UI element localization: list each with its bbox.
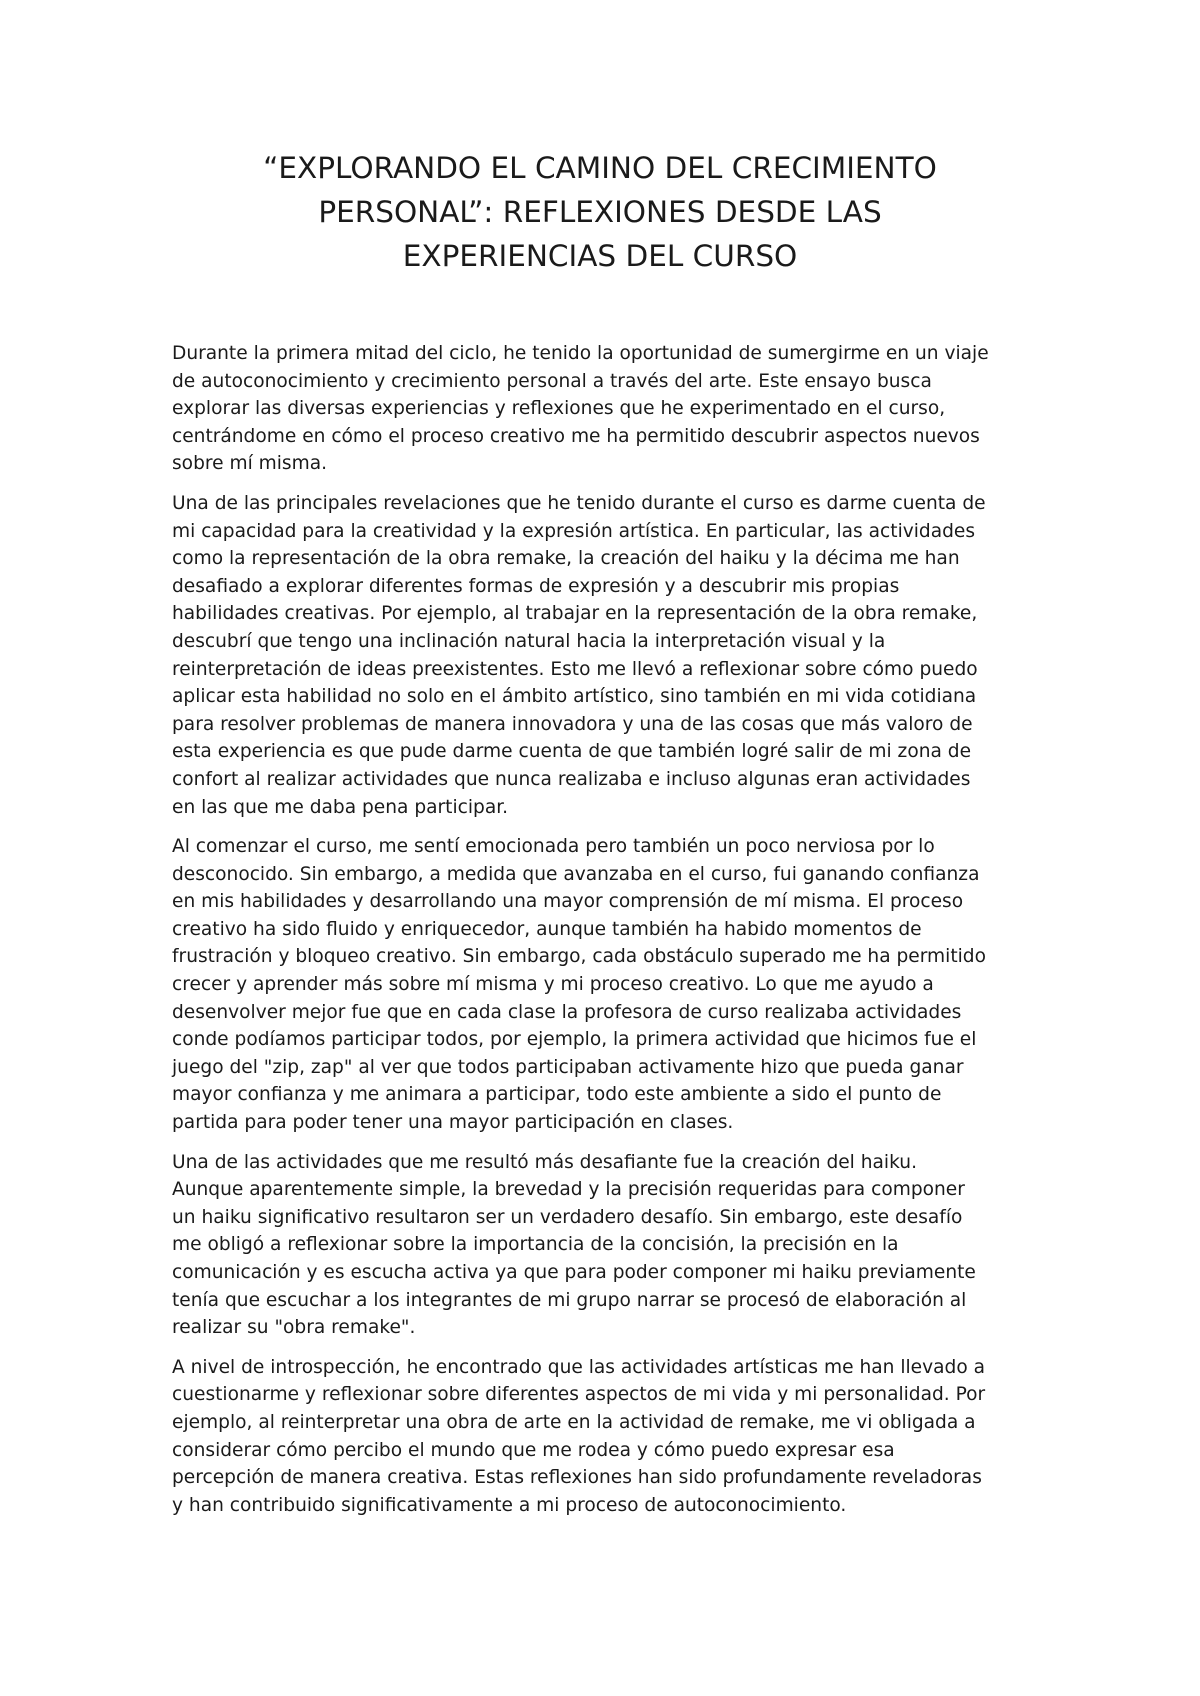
text-line: desconocido. Sin embargo, a medida que avanzaba en el curso, fui ganando confianza bbox=[172, 863, 980, 885]
text-line: como la representación de la obra remake, la creación del haiku y la décima me han bbox=[172, 548, 960, 570]
text-line: aplicar esta habilidad no solo en el ámbito artístico, sino también en mi vida cotidiana bbox=[172, 686, 977, 708]
text-line: en mis habilidades y desarrollando una mayor comprensión de mí misma. El proceso bbox=[172, 891, 964, 913]
title-line: “EXPLORANDO EL CAMINO DEL CRECIMIENTO bbox=[263, 151, 937, 185]
text-line: Durante la primera mitad del ciclo, he tenido la oportunidad de sumergirme en un viaje bbox=[172, 343, 989, 364]
text-line: Una de las principales revelaciones que he tenido durante el curso es darme cuenta de bbox=[172, 492, 986, 514]
text-line: desenvolver mejor fue que en cada clase la profesora de curso realizaba actividades bbox=[172, 1001, 962, 1023]
text-line: percepción de manera creativa. Estas reflexiones han sido profundamente reveladoras bbox=[172, 1467, 982, 1489]
text-line: comunicación y es escucha activa ya que para poder componer mi haiku previamente bbox=[172, 1262, 976, 1283]
text-line: frustración y bloqueo creativo. Sin embargo, cada obstáculo superado me ha permitido bbox=[172, 946, 986, 968]
text-line: explorar las diversas experiencias y reflexiones que he experimentado en el curso, bbox=[172, 398, 946, 420]
text-line: mayor confianza y me animara a participar, todo este ambiente a sido el punto de bbox=[172, 1084, 942, 1106]
text-line: tenía que escuchar a los integrantes de mi grupo narrar se procesó de elaboración al bbox=[172, 1289, 967, 1311]
text-line: desafiado a explorar diferentes formas de expresión y a descubrir mis propias bbox=[172, 575, 900, 597]
text-line: sobre mí misma. bbox=[172, 453, 328, 475]
paragraph-2 bbox=[172, 490, 1042, 821]
text-line: me obligó a reflexionar sobre la importancia de la concisión, la precisión en la bbox=[172, 1234, 899, 1256]
paragraph-1 bbox=[172, 340, 1042, 478]
text-line: descubrí que tengo una inclinación natural hacia la interpretación visual y la bbox=[172, 630, 886, 652]
text-line: habilidades creativas. Por ejemplo, al trabajar en la representación de la obra remake, bbox=[172, 603, 978, 625]
text-line: Al comenzar el curso, me sentí emocionada pero también un poco nerviosa por lo bbox=[172, 836, 935, 858]
text-line: de autoconocimiento y crecimiento personal a través del arte. Este ensayo busca bbox=[172, 370, 932, 392]
text-line: Aunque aparentemente simple, la brevedad y la precisión requeridas para componer bbox=[172, 1179, 965, 1201]
text-line: confort al realizar actividades que nunca realizaba e incluso algunas eran actividades bbox=[172, 768, 971, 790]
text-line: crecer y aprender más sobre mí misma y mi proceso creativo. Lo que me ayudo a bbox=[172, 974, 934, 996]
text-line: y han contribuido significativamente a mi proceso de autoconocimiento. bbox=[172, 1494, 847, 1516]
text-line: cuestionarme y reflexionar sobre diferentes aspectos de mi vida y mi personalidad. Por bbox=[172, 1384, 986, 1406]
title-line: PERSONAL”: REFLEXIONES DESDE LAS bbox=[318, 195, 882, 229]
document-body bbox=[172, 340, 1042, 1531]
paragraph-5 bbox=[172, 1354, 1042, 1520]
title-line: EXPERIENCIAS DEL CURSO bbox=[402, 239, 798, 273]
text-line: un haiku significativo resultaron ser un verdadero desafío. Sin embargo, este desafío bbox=[172, 1206, 963, 1228]
text-line: partida para poder tener una mayor participación en clases. bbox=[172, 1112, 734, 1134]
text-line: ejemplo, al reinterpretar una obra de arte en la actividad de remake, me vi obligada a bbox=[172, 1411, 976, 1433]
text-line: en las que me daba pena participar. bbox=[172, 796, 509, 818]
document-title bbox=[170, 146, 1030, 278]
text-line: Una de las actividades que me resultó más desafiante fue la creación del haiku. bbox=[172, 1151, 917, 1173]
text-line: juego del "zip, zap" al ver que todos participaban activamente hizo que pueda ganar bbox=[172, 1056, 964, 1078]
text-line: conde podíamos participar todos, por ejemplo, la primera actividad que hicimos fue el bbox=[172, 1029, 977, 1051]
paragraph-3 bbox=[172, 833, 1042, 1137]
text-line: creativo ha sido fluido y enriquecedor, aunque también ha habido momentos de bbox=[172, 918, 922, 940]
text-line: considerar cómo percibo el mundo que me rodea y cómo puedo expresar esa bbox=[172, 1439, 895, 1461]
text-line: A nivel de introspección, he encontrado que las actividades artísticas me han llevado a bbox=[172, 1356, 986, 1378]
text-line: mi capacidad para la creatividad y la expresión artística. En particular, las actividades bbox=[172, 520, 976, 542]
text-line: esta experiencia es que pude darme cuenta de que también logré salir de mi zona de bbox=[172, 741, 972, 763]
text-line: para resolver problemas de manera innovadora y una de las cosas que más valoro de bbox=[172, 713, 973, 735]
text-line: centrándome en cómo el proceso creativo me ha permitido descubrir aspectos nuevos bbox=[172, 425, 980, 447]
text-line: reinterpretación de ideas preexistentes. Esto me llevó a reflexionar sobre cómo puedo bbox=[172, 658, 978, 680]
paragraph-4 bbox=[172, 1149, 1042, 1342]
text-line: realizar su "obra remake". bbox=[172, 1317, 416, 1339]
